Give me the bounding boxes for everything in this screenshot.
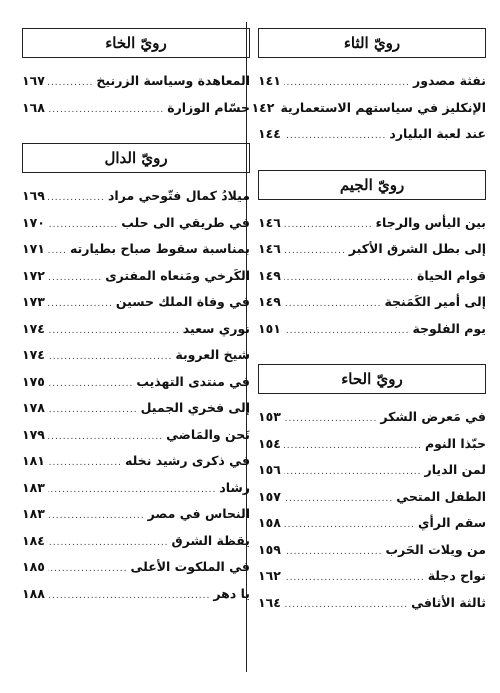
toc-entry	[258, 68, 486, 95]
dot-leader	[284, 238, 346, 265]
entry-title: إلى أمير الكَمَنجة	[384, 294, 486, 309]
toc-entry	[258, 457, 486, 484]
entry-page-number: ١٨٤	[22, 532, 45, 548]
entry-page-number: ١٨٨	[22, 585, 45, 601]
dot-leader	[284, 512, 415, 539]
entry-page-number: ١٦٤	[258, 594, 281, 610]
toc-entry	[258, 236, 486, 263]
section-heading: رويّ الدال	[22, 143, 250, 173]
dot-leader	[48, 371, 133, 398]
entry-page-number: ١٧٠	[22, 214, 45, 230]
entry-page-number: ١٧٥	[22, 373, 45, 389]
entry-title: بمناسبة سقوط صباح بطيارته	[69, 241, 250, 256]
toc-entry	[22, 342, 250, 369]
entry-title: حسّام الوزارة	[167, 99, 250, 115]
entry-page-number: ١٥٣	[258, 409, 281, 424]
dot-leader	[284, 265, 414, 292]
entry-title: النحاس في مصر	[147, 506, 250, 521]
dot-leader	[284, 592, 408, 619]
dot-leader	[48, 397, 138, 424]
entry-page-number: ١٥٤	[258, 435, 281, 451]
toc-entry	[22, 448, 250, 475]
entry-page-number: ١٦٢	[258, 568, 281, 583]
entry-title: إلى فخري الجميل	[140, 400, 250, 415]
toc-entry	[258, 121, 486, 148]
entry-title: سقم الرأي	[418, 515, 486, 530]
right-column	[251, 28, 486, 616]
dot-leader	[48, 291, 113, 318]
toc-entry	[22, 95, 250, 122]
entry-page-number: ١٤٩	[258, 267, 281, 283]
entry-page-number: ١٥٨	[258, 515, 281, 530]
toc-entry	[258, 289, 486, 316]
entry-page-number: ١٥٩	[258, 541, 281, 557]
entry-title: ميلادُ كمال فتّوحي مراد	[108, 188, 250, 203]
entry-title: المعاهدة وسياسة الزرنيخ	[96, 73, 250, 88]
entry-title: يا دهر	[213, 585, 250, 601]
entry-page-number: ١٨٥	[22, 559, 45, 574]
entry-page-number: ١٨١	[22, 453, 45, 468]
dot-leader	[284, 565, 425, 592]
toc-entry	[258, 210, 486, 237]
entry-title: حبّذا النوم	[424, 435, 486, 451]
dot-leader	[48, 530, 169, 557]
dot-leader	[284, 70, 410, 97]
entry-page-number: ١٨٣	[22, 479, 45, 495]
entry-page-number: ١٦٧	[22, 73, 45, 88]
entry-title: نفثة مصدور	[413, 73, 486, 88]
toc-entry	[22, 422, 250, 449]
heading-spacer	[22, 173, 250, 183]
entry-title: من ويلات الحَرب	[385, 541, 486, 557]
heading-spacer	[22, 58, 250, 68]
toc-entry	[258, 404, 486, 431]
entry-page-number: ١٤٦	[258, 241, 281, 256]
dot-leader	[48, 70, 94, 97]
entry-title: في وفاة الملك حسين	[115, 294, 250, 309]
section-heading: رويّ الحاء	[258, 364, 486, 394]
entry-page-number: ١٥٦	[258, 462, 281, 477]
entry-title: يقظة الشرق	[171, 532, 250, 548]
entry-page-number: ١٤٩	[258, 294, 281, 309]
dot-leader	[48, 477, 217, 504]
entry-title: في ذكرى رشيد نخله	[125, 453, 250, 468]
toc-entry	[258, 590, 486, 617]
entry-page-number: ١٦٩	[22, 188, 45, 203]
section-spacer	[258, 148, 486, 170]
toc-entry	[258, 537, 486, 564]
dot-leader	[284, 433, 422, 460]
entry-page-number: ١٧٤	[22, 320, 45, 336]
entry-list	[22, 183, 250, 607]
entry-title: الإنكليز في سياستهم الاستعمارية	[280, 99, 486, 115]
toc-entry	[22, 369, 250, 396]
entry-page-number: ١٤١	[258, 73, 281, 88]
section-heading: رويّ الخاء	[22, 28, 250, 58]
entry-title: عند لعبة البليارد	[389, 126, 486, 141]
toc-entry	[22, 475, 250, 502]
dot-leader	[48, 212, 118, 239]
entry-page-number: ١٤٢	[251, 99, 275, 115]
heading-spacer	[258, 200, 486, 210]
entry-title: إلى بطل الشرق الأكبر	[348, 241, 486, 256]
entry-list	[22, 68, 250, 121]
entry-title: ثالثة الأثافي	[411, 594, 486, 610]
left-column	[22, 28, 250, 607]
dot-leader	[284, 406, 377, 433]
toc-entry	[22, 501, 250, 528]
entry-page-number: ١٤٦	[258, 214, 281, 230]
entry-title: في منتدى التهذيب	[136, 373, 250, 389]
entry-list	[251, 68, 486, 148]
toc-entry	[22, 316, 250, 343]
dot-leader	[284, 486, 393, 513]
dot-leader	[284, 123, 387, 150]
entry-page-number: ١٨٣	[22, 506, 45, 521]
section-spacer	[22, 121, 250, 143]
dot-leader	[48, 503, 145, 530]
entry-title: قوام الحياة	[417, 267, 486, 283]
entry-page-number: ١٧٤	[22, 347, 45, 362]
toc-entry	[258, 263, 486, 290]
entry-title: الطفل المتحي	[396, 488, 486, 504]
entry-page-number: ١٦٨	[22, 99, 45, 115]
entry-title: بين اليأس والرجاء	[375, 214, 486, 230]
dot-leader	[48, 97, 164, 124]
dot-leader	[48, 583, 211, 610]
toc-entry	[258, 510, 486, 537]
toc-entry	[22, 395, 250, 422]
toc-entry	[22, 554, 250, 581]
section-heading: رويّ الجيم	[258, 170, 486, 200]
dot-leader	[48, 344, 173, 371]
dot-leader	[48, 185, 105, 212]
entry-page-number: ١٤٤	[258, 126, 281, 141]
entry-title: نواح دجلة	[427, 568, 486, 583]
dot-leader	[48, 265, 102, 292]
toc-entry	[258, 316, 486, 343]
entry-title: في طريقي الى حلب	[121, 214, 250, 230]
dot-leader	[284, 212, 373, 239]
section-heading: رويّ الثاء	[258, 28, 486, 58]
dot-leader	[284, 459, 422, 486]
toc-entry	[22, 289, 250, 316]
dot-leader	[48, 424, 163, 451]
entry-title: في مَعرض الشكر	[380, 409, 486, 424]
heading-spacer	[258, 58, 486, 68]
toc-entry	[22, 263, 250, 290]
entry-title: يوم الفلوجة	[412, 320, 486, 336]
entry-page-number: ١٧٩	[22, 426, 45, 442]
entry-page-number: ١٧١	[22, 241, 45, 256]
entry-page-number: ١٧٢	[22, 267, 45, 283]
entry-page-number: ١٧٣	[22, 294, 45, 309]
toc-entry	[258, 484, 486, 511]
entry-title: نَحن والمَاضي	[166, 426, 250, 442]
toc-entry	[258, 431, 486, 458]
entry-list	[258, 404, 486, 616]
toc-entry	[22, 68, 250, 95]
entry-title: الكَرخي ومَنعاه المفترى	[105, 267, 250, 283]
entry-page-number: ١٧٨	[22, 400, 45, 415]
toc-entry	[22, 236, 250, 263]
dot-leader	[48, 450, 122, 477]
toc-entry	[22, 210, 250, 237]
dot-leader	[48, 318, 180, 345]
entry-title: شيخ العروبة	[175, 347, 250, 362]
entry-page-number: ١٥٧	[258, 488, 281, 504]
section-spacer	[258, 342, 486, 364]
entry-page-number: ١٥١	[258, 320, 281, 336]
entry-list	[258, 210, 486, 343]
heading-spacer	[258, 394, 486, 404]
toc-entry	[251, 95, 486, 122]
toc-entry	[258, 563, 486, 590]
dot-leader	[48, 556, 128, 583]
dot-leader	[48, 238, 67, 265]
entry-title: في الملكوت الأعلى	[130, 559, 250, 574]
dot-leader	[284, 318, 410, 345]
toc-entry	[22, 528, 250, 555]
entry-title: رشاد	[219, 479, 250, 495]
entry-title: لمن الديار	[424, 462, 486, 477]
toc-entry	[22, 183, 250, 210]
entry-title: نوري سعيد	[182, 320, 250, 336]
dot-leader	[284, 539, 383, 566]
dot-leader	[284, 291, 382, 318]
toc-entry	[22, 581, 250, 608]
